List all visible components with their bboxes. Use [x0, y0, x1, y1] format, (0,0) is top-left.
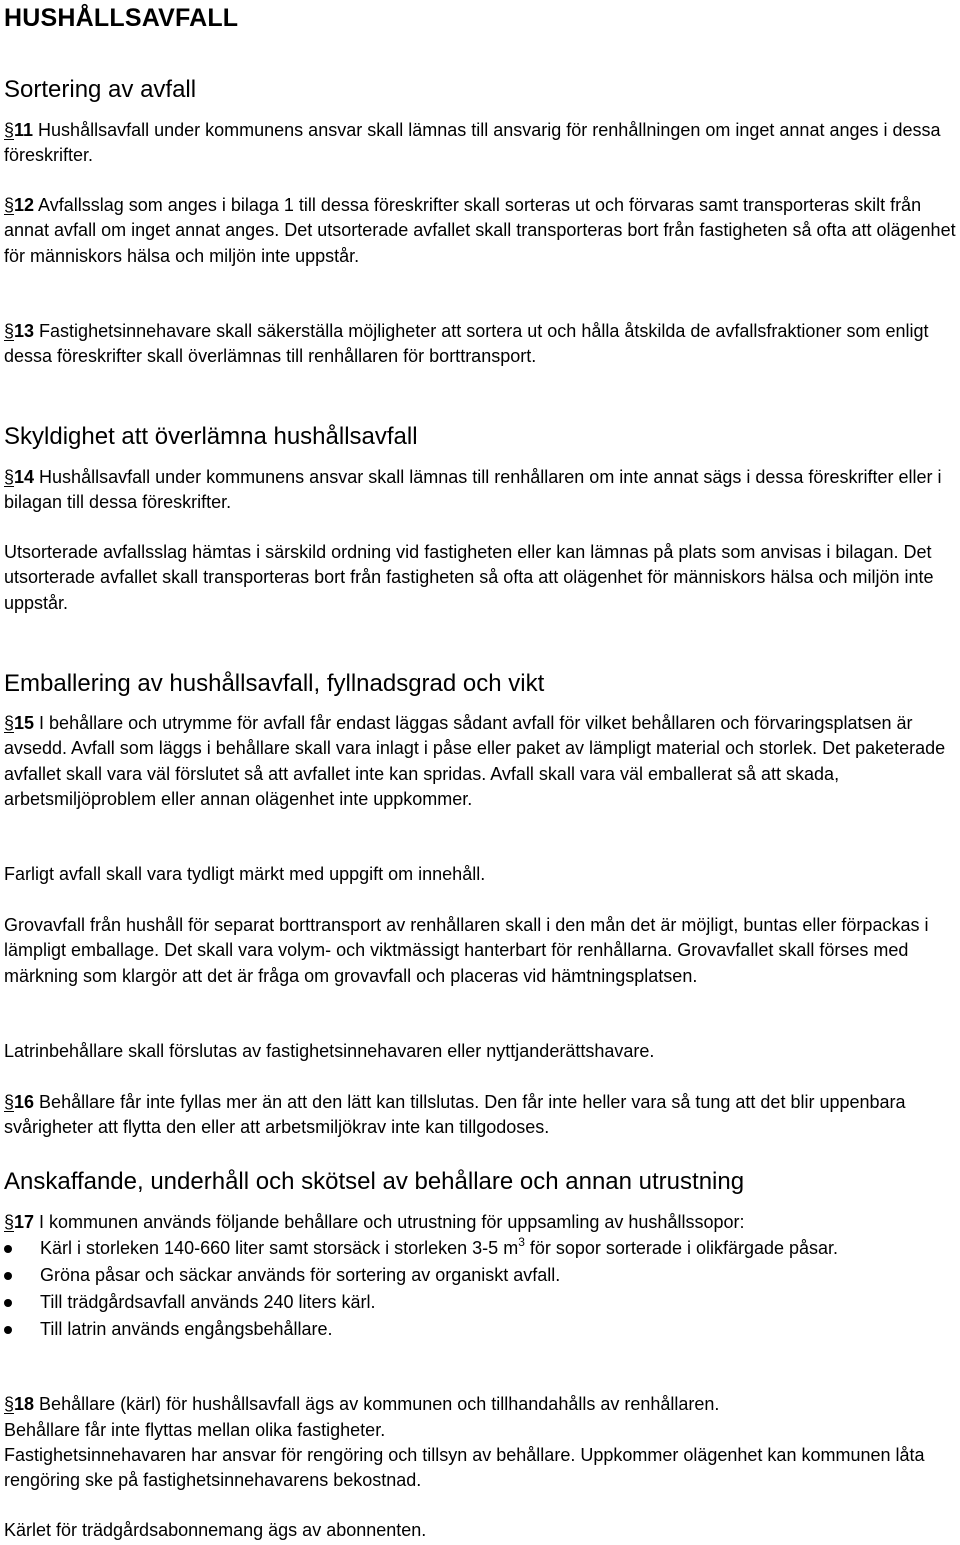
- paragraph-18-d: Kärlet för trädgårdsabonnemang ägs av abonnenten.: [4, 1520, 427, 1540]
- heading-emballering: Emballering av hushållsavfall, fyllnadsgrad och vikt: [4, 670, 545, 697]
- paragraph-14: [4, 465, 960, 516]
- paragraph-17: [4, 1210, 960, 1235]
- paragraph-14-b: Utsorterade avfallsslag hämtas i särskild ordning vid fastigheten eller kan lämnas på plats som anvisas i bilagan. Det utsorterade avfallet skall transporteras bort från fastigheten så ofta att olägenhet för människors hälsa och miljön inte uppstår.: [4, 542, 934, 613]
- equipment-list: [4, 1236, 960, 1342]
- section-mark: §: [4, 1092, 15, 1112]
- paragraph-11: [4, 118, 960, 169]
- paragraph-text: I behållare och utrymme för avfall får endast läggas sådant avfall för vilket behållaren och förvaringsplatsen är avsedd. Avfall som läggs i behållare skall vara inlagt i påse eller paket av lämpligt material och storlek. Det paketerade avfallet skall vara väl förslutet så att avfallet inte kan spridas. Avfall skall vara väl emballerat så att skada, arbetsmiljöproblem eller annan olägenhet inte uppkommer.: [4, 713, 946, 810]
- paragraph-15-d: Latrinbehållare skall förslutas av fastighetsinnehavaren eller nyttjanderättshavare.: [4, 1041, 655, 1061]
- paragraph-text: Fastighetsinnehavare skall säkerställa möjligheter att sortera ut och hålla åtskilda de avfallsfraktioner som enligt dessa föreskrifter skall överlämnas till renhållaren för borttransport.: [4, 321, 929, 367]
- list-item-text: för sopor sorterade i olikfärgade påsar.: [524, 1238, 839, 1258]
- paragraph-text: Behållare får inte fyllas mer än att den lätt kan tillslutas. Den får inte heller vara så tung att det blir uppenbara svårigheter att flytta den eller att arbetsmiljökrav inte kan tillgodoses.: [4, 1092, 906, 1138]
- paragraph-number: 15: [14, 713, 35, 733]
- paragraph-18: [4, 1392, 960, 1417]
- bullet-icon: [4, 1299, 12, 1307]
- section-mark: §: [4, 713, 15, 733]
- heading-anskaffande: Anskaffande, underhåll och skötsel av behållare och annan utrustning: [4, 1168, 745, 1195]
- section-mark: §: [4, 1394, 15, 1414]
- paragraph-number: 12: [14, 195, 35, 215]
- list-item-text: Till trädgårdsavfall används 240 liters kärl.: [40, 1292, 376, 1312]
- paragraph-number: 16: [14, 1092, 35, 1112]
- list-item-text: Kärl i storleken 140-660 liter samt storsäck i storleken 3-5 m: [40, 1238, 519, 1258]
- paragraph-number: 14: [14, 467, 35, 487]
- superscript: 3: [518, 1235, 525, 1249]
- list-item: [4, 1263, 960, 1288]
- paragraph-number: 17: [14, 1212, 35, 1232]
- section-mark: §: [4, 321, 15, 341]
- paragraph-text: I kommunen används följande behållare och utrustning för uppsamling av hushållssopor:: [34, 1212, 745, 1232]
- paragraph-number: 11: [14, 120, 34, 140]
- heading-skyldighet: Skyldighet att överlämna hushållsavfall: [4, 423, 418, 450]
- heading-sortering: Sortering av avfall: [4, 76, 197, 103]
- bullet-icon: [4, 1272, 12, 1280]
- bullet-icon: [4, 1245, 12, 1253]
- section-mark: §: [4, 120, 15, 140]
- paragraph-text: Hushållsavfall under kommunens ansvar skall lämnas till renhållaren om inte annat sägs i dessa föreskrifter eller i bilagan till dessa föreskrifter.: [4, 467, 942, 513]
- section-mark: §: [4, 467, 15, 487]
- paragraph-text: Avfallsslag som anges i bilaga 1 till dessa föreskrifter skall sorteras ut och förvaras samt transporteras skilt från annat avfall om inget annat anges. Det utsorterade avfallet skall transporteras bort från fastigheten så ofta att olägenhet för människors hälsa och miljön inte uppstår.: [4, 195, 956, 266]
- list-item-text: Gröna påsar och säckar används för sortering av organiskt avfall.: [40, 1265, 561, 1285]
- list-item: [4, 1317, 960, 1342]
- paragraph-18-c: Fastighetsinnehavaren har ansvar för rengöring och tillsyn av behållare. Uppkommer olägenhet kan kommunen låta rengöring ske på fastighetsinnehavarens bekostnad.: [4, 1445, 925, 1491]
- paragraph-12: [4, 193, 960, 269]
- list-item: [4, 1290, 960, 1315]
- paragraph-16: [4, 1090, 960, 1141]
- document-title: HUSHÅLLSAVFALL: [4, 4, 239, 32]
- section-mark: §: [4, 1212, 15, 1232]
- paragraph-18-b: Behållare får inte flyttas mellan olika fastigheter.: [4, 1420, 386, 1440]
- paragraph-text: Hushållsavfall under kommunens ansvar skall lämnas till ansvarig för renhållningen om inget annat anges i dessa föreskrifter.: [4, 120, 941, 166]
- paragraph-number: 18: [14, 1394, 35, 1414]
- list-item: [4, 1236, 960, 1261]
- paragraph-13: [4, 319, 960, 370]
- paragraph-number: 13: [14, 321, 35, 341]
- bullet-icon: [4, 1326, 12, 1334]
- paragraph-text: Behållare (kärl) för hushållsavfall ägs av kommunen och tillhandahålls av renhållaren.: [34, 1394, 720, 1414]
- section-mark: §: [4, 195, 15, 215]
- list-item-text: Till latrin används engångsbehållare.: [40, 1319, 333, 1339]
- paragraph-15-c: Grovavfall från hushåll för separat borttransport av renhållaren skall i den mån det är möjligt, buntas eller förpackas i lämpligt emballage. Det skall vara volym- och viktmässigt hanterbart för renhållarna. Grovavfallet skall förses med märkning som klargör att det är fråga om grovavfall och placeras vid hämtningsplatsen.: [4, 915, 929, 986]
- paragraph-15-b: Farligt avfall skall vara tydligt märkt med uppgift om innehåll.: [4, 864, 486, 884]
- paragraph-15: [4, 711, 960, 813]
